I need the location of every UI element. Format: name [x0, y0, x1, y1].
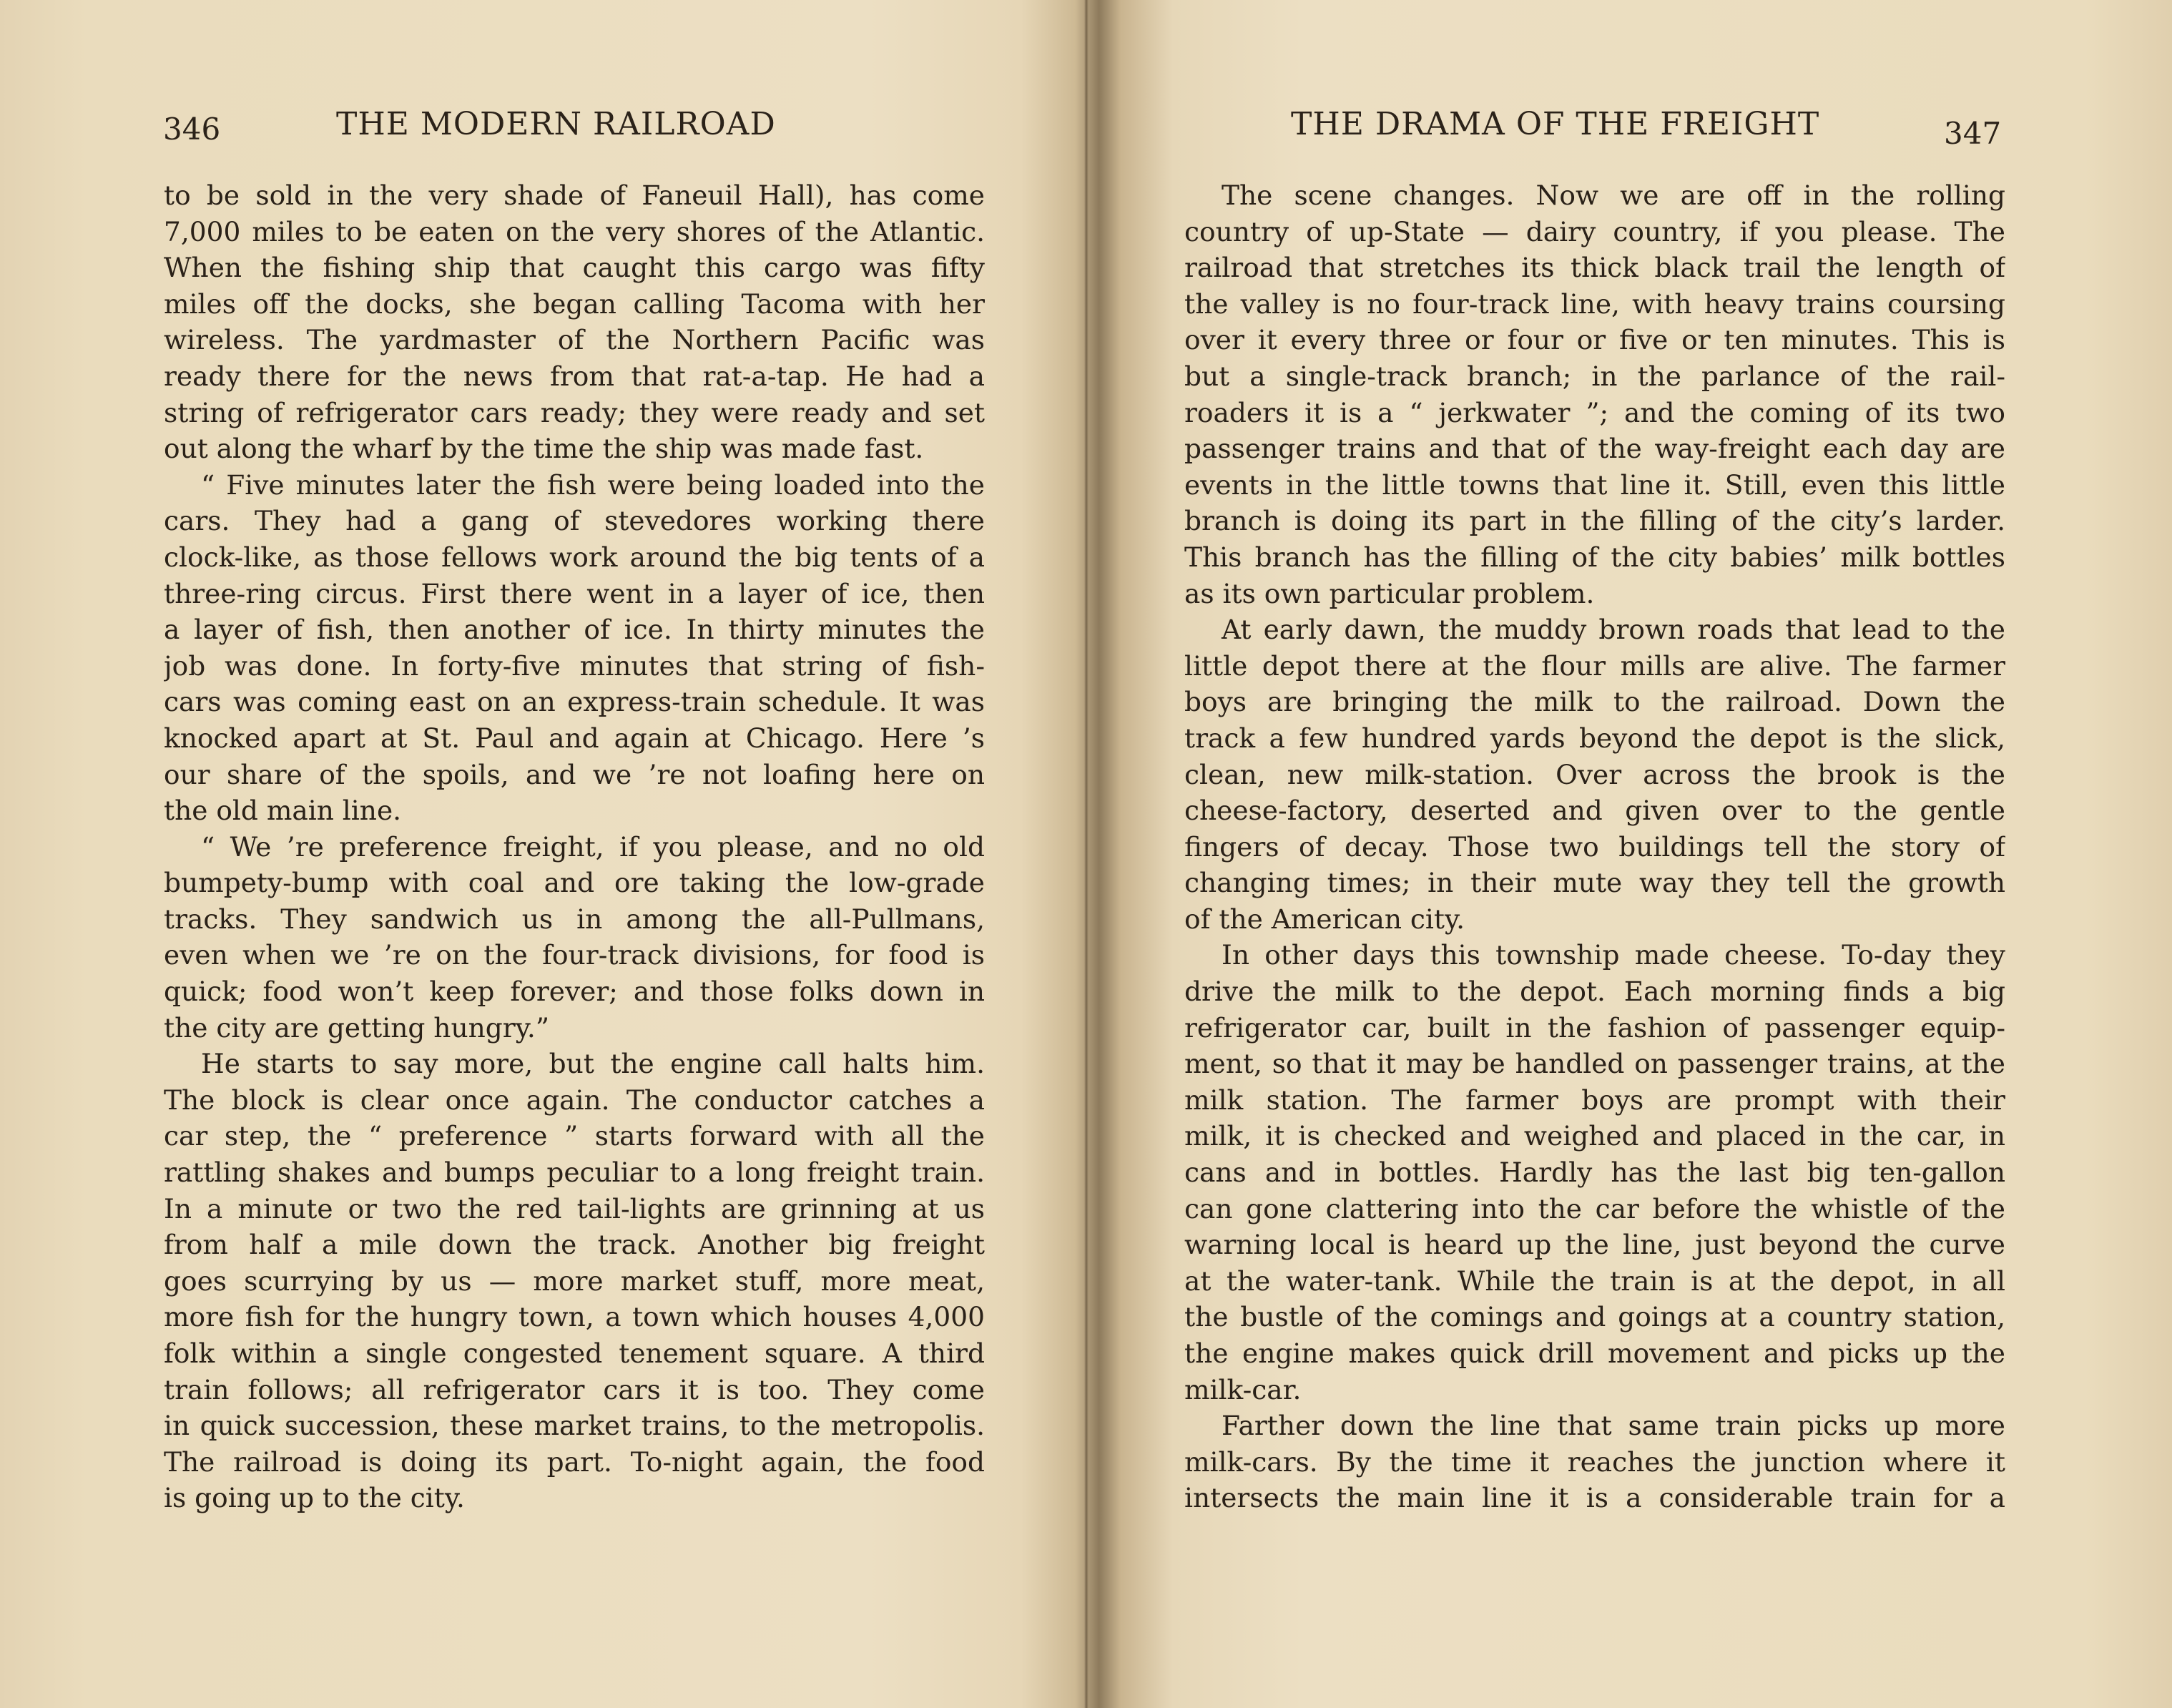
text-line: refrigerator car, built in the fashion of passenger equip-: [1184, 1011, 2005, 1044]
right-page-number: 347: [1944, 116, 2002, 151]
left-running-head: THE MODERN RAILROAD: [336, 106, 776, 142]
text-line: railroad that stretches its thick black trail the length of: [1184, 252, 2005, 284]
text-line: clean, new milk-station. Over across the brook is the: [1184, 758, 2005, 790]
right-body-text: [1184, 177, 2005, 1516]
text-line: at the water-tank. While the train is at the depot, in all: [1184, 1265, 2005, 1297]
text-line: rattling shakes and bumps peculiar to a long freight train.: [164, 1157, 985, 1189]
text-line: milk-car.: [1184, 1373, 1302, 1405]
text-line: milk, it is checked and weighed and placed in the car, in: [1184, 1120, 2005, 1152]
text-line: car step, the “ preference ” starts forward with all the: [164, 1120, 985, 1152]
text-line: three-ring circus. First there went in a layer of ice, then: [164, 577, 985, 609]
text-line: folk within a single congested tenement square. A third: [164, 1338, 985, 1369]
text-line: the city are getting hungry.”: [164, 1011, 549, 1044]
text-line: cars was coming east on an express-train schedule. It was: [164, 686, 985, 718]
text-line: from half a mile down the track. Another big freight: [164, 1229, 985, 1261]
text-line: clock-like, as those fellows work around the big tents of a: [164, 541, 985, 573]
text-line: in quick succession, these market trains, to the metropolis.: [164, 1410, 985, 1442]
text-line: In other days this township made cheese. To-day they: [1222, 939, 2005, 971]
text-line: At early dawn, the muddy brown roads that lead to the: [1222, 614, 2005, 646]
text-line: but a single-track branch; in the parlance of the rail-: [1184, 360, 2005, 392]
text-line: as its own particular problem.: [1184, 577, 1595, 609]
text-line: “ Five minutes later the fish were being loaded into the: [201, 468, 985, 501]
text-line: milk-cars. By the time it reaches the junction where it: [1184, 1446, 2005, 1478]
text-line: When the fishing ship that caught this cargo was fifty: [164, 252, 985, 284]
text-line: drive the milk to the depot. Each morning finds a big: [1184, 976, 2005, 1008]
right-page: [1086, 0, 2172, 1708]
left-page-number: 346: [163, 112, 221, 147]
text-line: country of up-State — dairy country, if you please. The: [1184, 215, 2005, 247]
text-line: the valley is no four-track line, with heavy trains coursing: [1184, 288, 2005, 320]
text-line: the bustle of the comings and goings at a country station,: [1184, 1301, 2005, 1333]
text-line: our share of the spoils, and we ’re not loafing here on: [164, 758, 985, 790]
text-line: ready there for the news from that rat-a-tap. He had a: [164, 360, 985, 392]
text-line: The scene changes. Now we are off in the rolling: [1222, 180, 2005, 211]
left-body-text: [164, 177, 985, 1516]
text-line: out along the wharf by the time the ship was made fast.: [164, 433, 924, 465]
text-line: of the American city.: [1184, 903, 1465, 935]
text-line: can gone clattering into the car before the whistle of the: [1184, 1192, 2005, 1224]
text-line: events in the little towns that line it. Still, even this little: [1184, 468, 2005, 501]
text-line: In a minute or two the red tail-lights are grinning at us: [164, 1192, 985, 1224]
text-line: The railroad is doing its part. To-night again, the food: [164, 1446, 985, 1478]
text-line: warning local is heard up the line, just beyond the curve: [1184, 1229, 2005, 1261]
text-line: “ We ’re preference freight, if you please, and no old: [201, 830, 985, 863]
text-line: string of refrigerator cars ready; they were ready and set: [164, 396, 985, 428]
text-line: The block is clear once again. The conductor catches a: [164, 1084, 985, 1116]
right-running-head: THE DRAMA OF THE FREIGHT: [1291, 106, 1820, 142]
text-line: track a few hundred yards beyond the depot is the slick,: [1184, 722, 2005, 754]
text-line: cheese-factory, deserted and given over to the gentle: [1184, 795, 2005, 827]
text-line: little depot there at the flour mills are alive. The farmer: [1184, 649, 2005, 682]
text-line: Farther down the line that same train picks up more: [1222, 1410, 2005, 1442]
text-line: cans and in bottles. Hardly has the last big ten-gallon: [1184, 1157, 2005, 1189]
text-line: job was done. In forty-five minutes that string of fish-: [164, 649, 985, 682]
text-line: wireless. The yardmaster of the Northern Pacific was: [164, 324, 985, 356]
text-line: the engine makes quick drill movement and picks up the: [1184, 1338, 2005, 1369]
text-line: even when we ’re on the four-track divisions, for food is: [164, 939, 985, 971]
text-line: roaders it is a “ jerkwater ”; and the coming of its two: [1184, 396, 2005, 428]
text-line: bumpety-bump with coal and ore taking the low-grade: [164, 867, 985, 899]
text-line: is going up to the city.: [164, 1482, 465, 1514]
text-line: boys are bringing the milk to the railroad. Down the: [1184, 686, 2005, 718]
text-line: changing times; in their mute way they tell the growth: [1184, 867, 2005, 899]
text-line: to be sold in the very shade of Faneuil Hall), has come: [164, 180, 985, 211]
text-line: knocked apart at St. Paul and again at Chicago. Here ’s: [164, 722, 985, 754]
text-line: 7,000 miles to be eaten on the very shores of the Atlantic.: [164, 215, 985, 247]
text-line: ment, so that it may be handled on passenger trains, at the: [1184, 1048, 2005, 1080]
text-line: This branch has the filling of the city babies’ milk bottles: [1184, 541, 2005, 573]
text-line: quick; food won’t keep forever; and those folks down in: [164, 976, 985, 1008]
text-line: He starts to say more, but the engine call halts him.: [201, 1048, 985, 1080]
text-line: milk station. The farmer boys are prompt with their: [1184, 1084, 2005, 1116]
text-line: fingers of decay. Those two buildings tell the story of: [1184, 830, 2005, 863]
text-line: branch is doing its part in the filling of the city’s larder.: [1184, 505, 2005, 537]
text-line: over it every three or four or five or ten minutes. This is: [1184, 324, 2005, 356]
text-line: cars. They had a gang of stevedores working there: [164, 505, 985, 537]
text-line: miles off the docks, she began calling Tacoma with her: [164, 288, 985, 320]
text-line: the old main line.: [164, 795, 402, 827]
text-line: intersects the main line it is a considerable train for a: [1184, 1482, 2005, 1514]
text-line: a layer of fish, then another of ice. In thirty minutes the: [164, 614, 985, 646]
text-line: passenger trains and that of the way-freight each day are: [1184, 433, 2005, 465]
text-line: more fish for the hungry town, a town which houses 4,000: [164, 1301, 985, 1333]
text-line: goes scurrying by us — more market stuff, more meat,: [164, 1265, 985, 1297]
text-line: train follows; all refrigerator cars it is too. They come: [164, 1373, 985, 1405]
text-line: tracks. They sandwich us in among the all-Pullmans,: [164, 903, 985, 935]
